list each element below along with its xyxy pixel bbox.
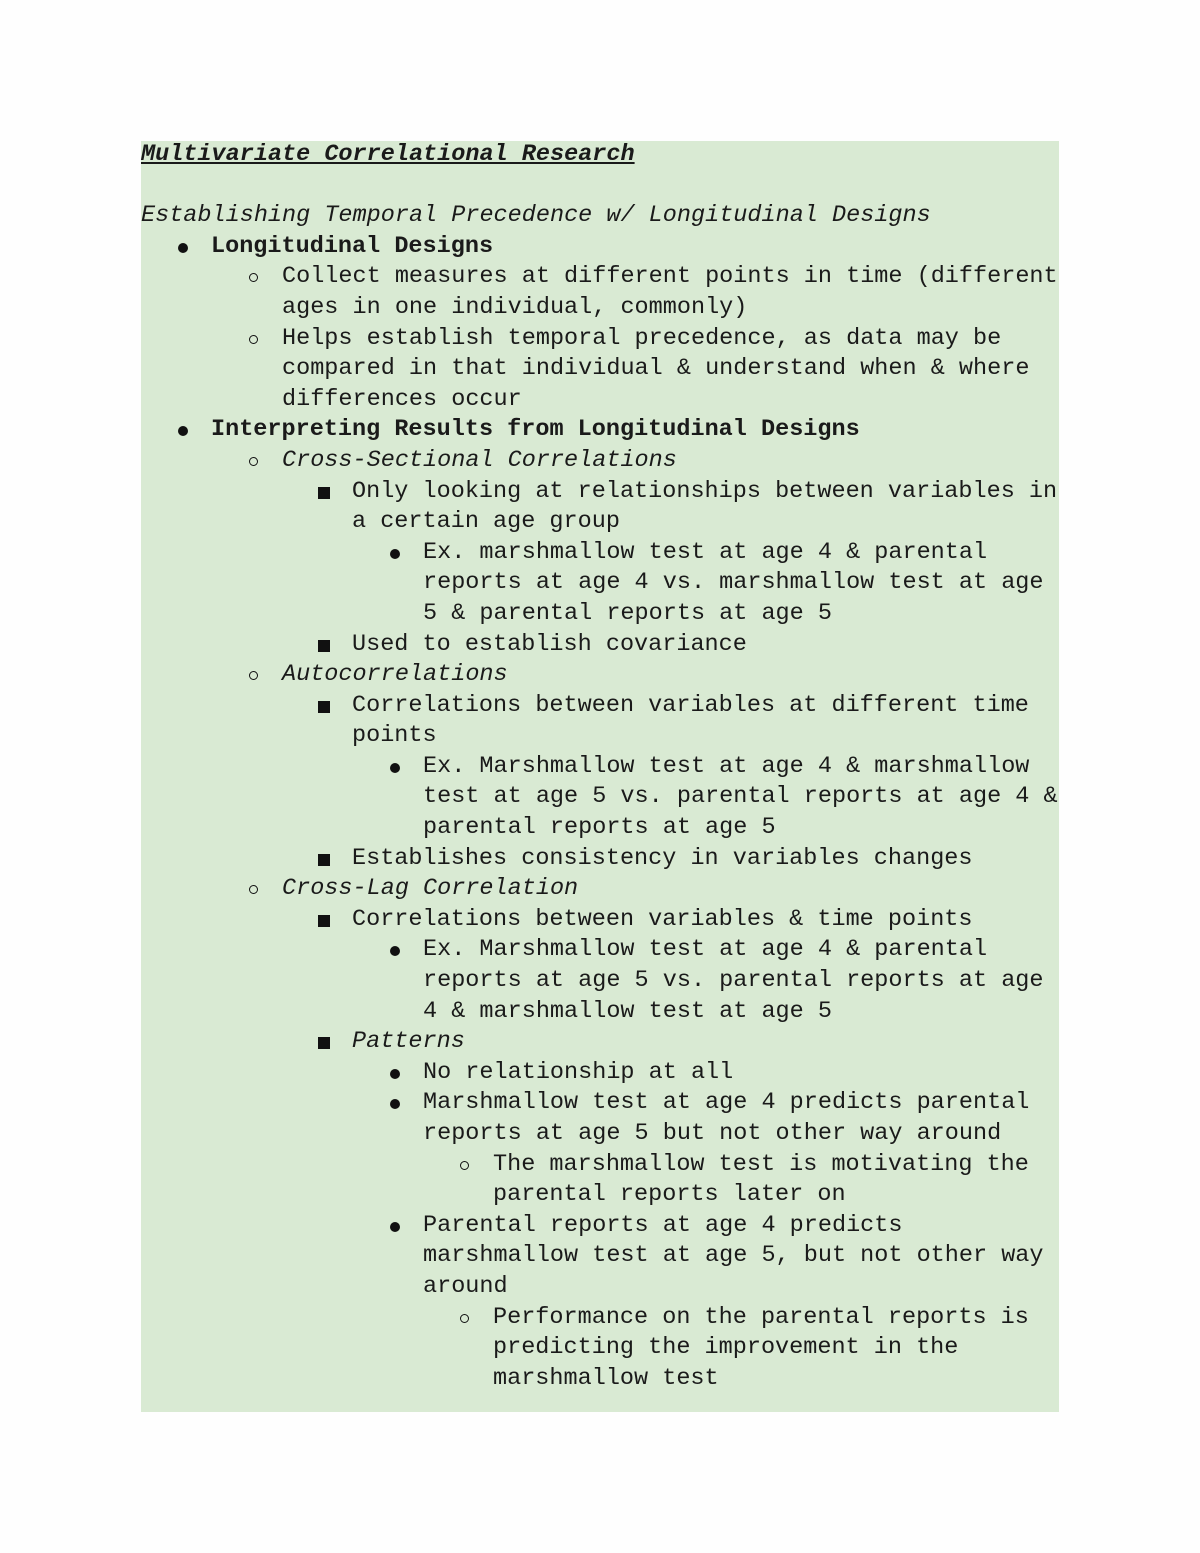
- list-item: [141, 660, 1059, 691]
- list-item: [141, 905, 1059, 936]
- bullet-circle-icon: [244, 874, 274, 905]
- list-item-text: Ex. Marshmallow test at age 4 & marshmallow test at age 5 vs. parental reports at age 4 & parental reports at age 5: [423, 752, 1058, 842]
- bullet-circle-icon: [244, 262, 274, 293]
- bullet-disc-icon: [385, 1058, 415, 1089]
- bullet-square-icon: [314, 905, 344, 936]
- list-item-text: Cross-Sectional Correlations: [282, 446, 677, 474]
- list-item-text: No relationship at all: [423, 1058, 734, 1086]
- list-item-text: Patterns: [352, 1028, 465, 1056]
- list-item-text: Used to establish covariance: [352, 630, 747, 658]
- bullet-square-icon: [314, 477, 344, 508]
- list-item-text: Parental reports at age 4 predicts marshmallow test at age 5, but not other way around: [423, 1211, 1044, 1300]
- list-item: [141, 415, 1059, 446]
- list-item-text: Cross-Lag Correlation: [282, 875, 579, 903]
- list-item-text: Interpreting Results from Longitudinal Designs: [211, 416, 860, 444]
- bullet-square-icon: [314, 844, 344, 875]
- bullet-circle-icon: [244, 660, 274, 691]
- list-item: [141, 1058, 1059, 1089]
- bullet-circle-icon: [455, 1150, 485, 1181]
- list-item: [141, 691, 1059, 752]
- list-item-text: Establishes consistency in variables changes: [352, 844, 973, 872]
- bullet-circle-icon: [244, 324, 274, 355]
- list-item: [141, 232, 1059, 263]
- list-item-text: Marshmallow test at age 4 predicts parental reports at age 5 but not other way around: [423, 1089, 1030, 1147]
- list-item-text: Longitudinal Designs: [211, 232, 494, 260]
- bullet-disc-icon: [385, 752, 415, 783]
- blank-line: [141, 171, 1059, 202]
- bullet-square-icon: [314, 630, 344, 661]
- bullet-disc-icon: [385, 1088, 415, 1119]
- list-item: [141, 844, 1059, 875]
- bullet-disc-icon: [385, 538, 415, 569]
- bullet-disc-icon: [173, 415, 203, 446]
- list-item-text: Ex. Marshmallow test at age 4 & parental reports at age 5 vs. parental reports at age 4 & marshmallow test at age 5: [423, 936, 1044, 1025]
- list-item: [141, 1150, 1059, 1211]
- bullet-disc-icon: [173, 232, 203, 263]
- list-item: [141, 1211, 1059, 1303]
- list-item: [141, 630, 1059, 661]
- list-item: [141, 446, 1059, 477]
- list-item-text: Performance on the parental reports is predicting the improvement in the marshmallow test: [493, 1303, 1029, 1392]
- bullet-circle-icon: [455, 1303, 485, 1334]
- list-item-text: Correlations between variables & time points: [352, 905, 973, 933]
- list-item: [141, 1303, 1059, 1395]
- list-item-text: Correlations between variables at different time points: [352, 691, 1029, 750]
- list-item: [141, 1027, 1059, 1058]
- list-item-text: The marshmallow test is motivating the parental reports later on: [493, 1150, 1029, 1209]
- bullet-circle-icon: [244, 446, 274, 477]
- list-item-text: Collect measures at different points in time (different ages in one individual, commonly): [282, 263, 1058, 321]
- list-item-text: Ex. marshmallow test at age 4 & parental reports at age 4 vs. marshmallow test at age 5 & parental reports at age 5: [423, 538, 1044, 627]
- list-item-text: Autocorrelations: [282, 661, 508, 689]
- notes-document: [141, 140, 1059, 1394]
- list-item: [141, 538, 1059, 630]
- list-item: [141, 477, 1059, 538]
- list-item: [141, 874, 1059, 905]
- bullet-disc-icon: [385, 1211, 415, 1242]
- bullet-square-icon: [314, 691, 344, 722]
- list-item-text: Helps establish temporal precedence, as data may be compared in that individual & understand when & where differences occur: [282, 324, 1030, 413]
- section-title: Establishing Temporal Precedence w/ Longitudinal Designs: [141, 202, 931, 230]
- list-item: [141, 935, 1059, 1027]
- list-item: [141, 752, 1059, 844]
- bullet-disc-icon: [385, 935, 415, 966]
- list-item: [141, 1088, 1059, 1149]
- list-item: [141, 324, 1059, 416]
- page-title: Multivariate Correlational Research: [141, 141, 635, 168]
- list-item-text: Only looking at relationships between variables in a certain age group: [352, 477, 1058, 536]
- list-item: [141, 262, 1059, 323]
- bullet-square-icon: [314, 1027, 344, 1058]
